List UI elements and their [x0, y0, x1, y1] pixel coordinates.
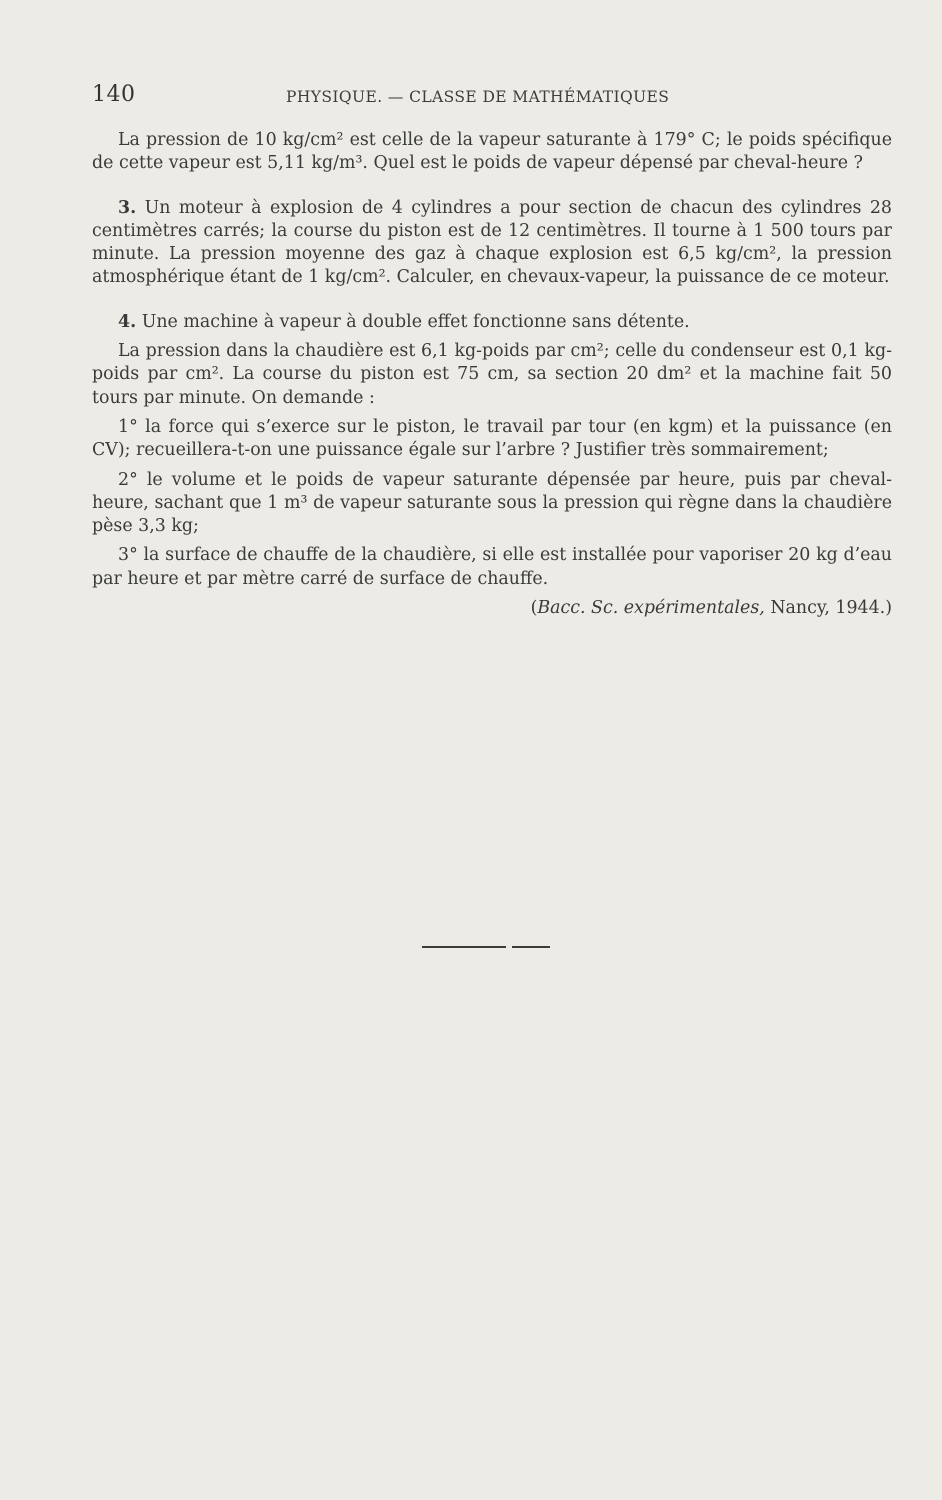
exercise-3-text: Un moteur à explosion de 4 cylindres a pour section de chacun des cylindres 28 centimètres carrés; la course du piston est de 12 centimètres. Il tourne à 1 500 tours par minute. La pression moyenne des gaz à chaque explosion est 6,5 kg/cm², la pression atmosphérique étant de 1 kg/cm². Calculer, en chevaux-vapeur, la puissance de ce moteur.	[92, 197, 892, 288]
paragraph-steam-pressure: La pression de 10 kg/cm² est celle de la vapeur saturante à 179° C; le poids spécifique de cette vapeur est 5,11 kg/m³. Quel est le poids de vapeur dépensé par cheval-heure ?	[92, 130, 892, 174]
page-header	[92, 82, 892, 118]
end-rule-short	[512, 946, 550, 948]
running-head: PHYSIQUE. — CLASSE DE MATHÉMATIQUES	[286, 88, 670, 106]
exercise-text	[92, 129, 892, 620]
page-number: 140	[92, 82, 136, 107]
source-rest: Nancy, 1944.)	[764, 598, 892, 619]
end-rule	[422, 946, 506, 948]
exercise-4-data: La pression dans la chaudière est 6,1 kg-poids par cm²; celle du condenseur est 0,1 kg-poids par cm². La course du piston est 75 cm, sa section 20 dm² et la machine fait 50 tours par minute. On demande :	[92, 341, 892, 408]
question-3: 3° la surface de chauffe de la chaudière, si elle est installée pour vaporiser 20 kg d’eau par heure et par mètre carré de surface de chauffe.	[92, 545, 892, 589]
question-2: 2° le volume et le poids de vapeur saturante dépensée par heure, puis par cheval-heure, sachant que 1 m³ de vapeur saturante sous la pression qui règne dans la chaudière pèse 3,3 kg;	[92, 469, 892, 537]
source-citation	[92, 597, 892, 620]
exercise-4-text: Une machine à vapeur à double effet fonctionne sans détente.	[141, 311, 690, 332]
question-1: 1° la force qui s’exerce sur le piston, le travail par tour (en kgm) et la puissance (en CV); recueillera-t-on une puissance égale sur l’arbre ? Justifier très sommairement;	[92, 416, 892, 461]
source-italic: Bacc. Sc. expérimentales,	[537, 598, 765, 619]
exercise-3-number: 3.	[118, 197, 137, 218]
exercise-3	[92, 197, 892, 290]
exercise-4-number: 4.	[118, 311, 137, 332]
source-open: (	[530, 598, 538, 619]
exercise-4	[92, 311, 892, 334]
